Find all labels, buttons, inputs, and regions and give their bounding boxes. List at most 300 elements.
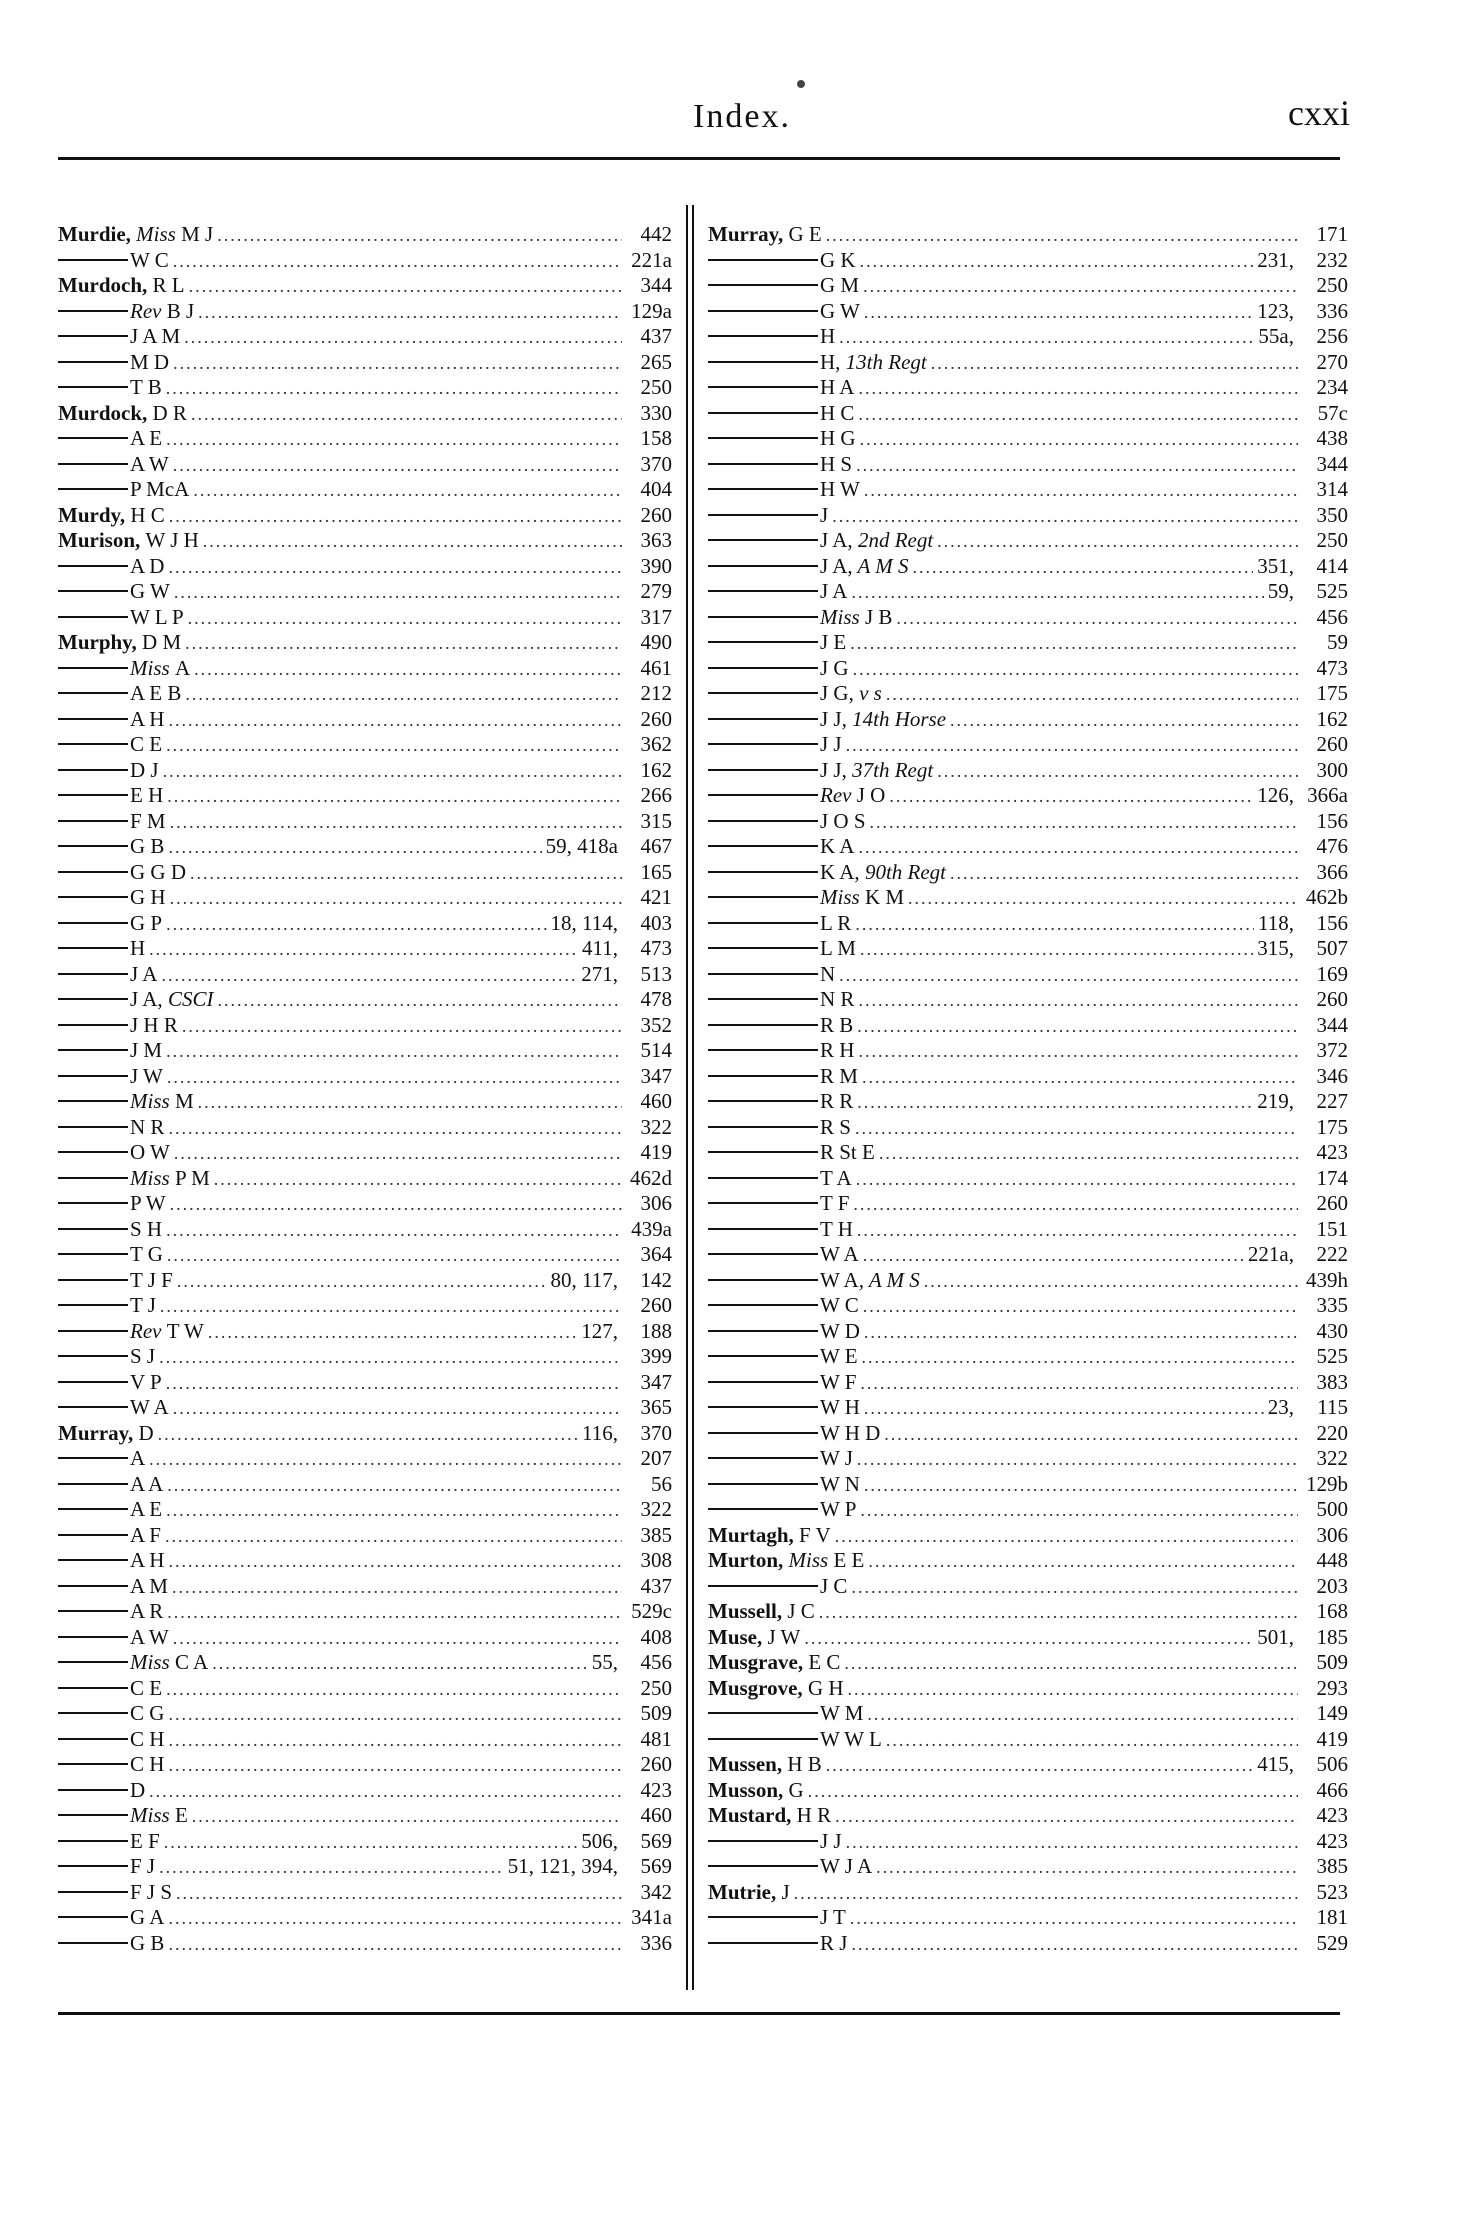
entry-name: J G, v s <box>820 681 882 705</box>
dot-leader <box>908 886 1298 912</box>
index-entry <box>708 1446 1348 1472</box>
dot-leader <box>857 1090 1253 1116</box>
dot-leader <box>931 351 1298 377</box>
index-entry <box>708 1727 1348 1753</box>
entry-name: J A <box>130 961 158 986</box>
ditto-dash <box>58 998 128 1000</box>
ditto-dash <box>58 1636 128 1638</box>
dot-leader <box>208 1320 577 1346</box>
ditto-dash <box>708 1865 818 1867</box>
ditto-dash <box>58 259 128 261</box>
entry-name: A E B <box>130 681 182 705</box>
ditto-dash <box>58 437 128 439</box>
index-entry <box>58 1752 678 1778</box>
ditto-dash <box>58 1304 128 1306</box>
entry-page: 129b <box>1306 1471 1348 1496</box>
entry-name: G B <box>130 1930 165 1955</box>
dot-leader <box>858 376 1298 402</box>
entry-page: 306 <box>640 1191 672 1215</box>
dot-leader <box>217 988 622 1014</box>
entry-name: T B <box>130 375 162 399</box>
entry-name: W W L <box>820 1726 882 1751</box>
entry-page: 156 <box>1316 808 1348 833</box>
index-entry <box>58 1038 678 1064</box>
ditto-dash <box>58 1253 128 1255</box>
entry-name: T J F <box>130 1267 173 1292</box>
index-entry <box>58 1574 678 1600</box>
ditto-dash <box>58 1381 128 1383</box>
index-entry <box>708 1650 1348 1676</box>
index-entry <box>708 1319 1348 1345</box>
index-entry <box>58 1778 678 1804</box>
entry-name: D J <box>130 757 159 782</box>
entry-page: 322 <box>640 1114 672 1139</box>
entry-name: R B <box>820 1012 854 1037</box>
entry-page: 175 <box>1316 1114 1348 1139</box>
entry-page: 185 <box>1316 1624 1348 1649</box>
entry-page: 442 <box>640 222 672 246</box>
entry-page: 347 <box>640 1063 672 1088</box>
index-entry <box>58 1701 678 1727</box>
ditto-dash <box>708 1381 818 1383</box>
entry-page: 317 <box>640 604 672 629</box>
entry-page: 149 <box>1316 1701 1348 1725</box>
ditto-dash <box>708 871 818 873</box>
dot-leader <box>835 1524 1298 1550</box>
entry-name: T F <box>820 1191 850 1215</box>
dot-leader <box>886 1728 1298 1754</box>
dot-leader <box>168 555 622 581</box>
dot-leader <box>857 1218 1298 1244</box>
index-entry <box>708 1803 1348 1829</box>
ditto-dash <box>58 590 128 592</box>
entry-page: 523 <box>1316 1879 1348 1904</box>
entry-name: A M <box>130 1573 168 1598</box>
dot-leader <box>212 1651 588 1677</box>
dot-leader <box>876 1855 1298 1881</box>
entry-page: 56 <box>651 1471 672 1496</box>
index-entry <box>708 681 1348 707</box>
entry-extra-pages: 116, <box>582 1420 618 1445</box>
entry-name: H W <box>820 477 860 501</box>
ditto-dash <box>708 1177 818 1179</box>
entry-title: Rev <box>820 783 857 807</box>
entry-extra-pages: 123, <box>1257 298 1294 323</box>
index-entry <box>708 477 1348 503</box>
dot-leader <box>194 657 622 683</box>
dot-leader <box>167 784 622 810</box>
entry-page: 162 <box>640 757 672 782</box>
entry-qualifier: v s <box>853 681 882 705</box>
ditto-dash <box>58 1228 128 1230</box>
entry-name: P McA <box>130 477 190 501</box>
ditto-dash <box>708 973 818 975</box>
index-entry <box>708 1497 1348 1523</box>
index-entry <box>58 1013 678 1039</box>
dot-leader <box>170 886 622 912</box>
index-entry <box>58 1242 678 1268</box>
entry-name: J C <box>820 1573 848 1598</box>
index-entry <box>708 911 1348 937</box>
entry-page: 293 <box>1316 1675 1348 1700</box>
dot-leader <box>858 402 1298 428</box>
entry-name: C G <box>130 1701 165 1725</box>
dot-leader <box>166 1039 622 1065</box>
entry-page: 344 <box>1316 451 1348 476</box>
entry-page: 279 <box>640 579 672 603</box>
entry-page: 460 <box>640 1803 672 1827</box>
index-entry <box>708 222 1348 248</box>
entry-extra-pages: 221a, <box>1247 1242 1294 1266</box>
dot-leader <box>166 1218 622 1244</box>
dot-leader <box>860 249 1254 275</box>
index-entry <box>58 299 678 325</box>
index-entry <box>708 630 1348 656</box>
entry-name: J W <box>130 1063 163 1088</box>
ditto-dash <box>708 922 818 924</box>
entry-page: 481 <box>640 1726 672 1751</box>
entry-name: R R <box>820 1089 854 1113</box>
dot-leader <box>192 1804 622 1830</box>
entry-extra-pages: 127, <box>581 1318 618 1343</box>
entry-page: 129a <box>631 298 672 323</box>
entry-qualifier: 37th Regt <box>846 757 934 782</box>
entry-surname: Murdoch, <box>58 273 153 297</box>
entry-name: A D <box>130 553 165 578</box>
dot-leader <box>170 1192 622 1218</box>
entry-page: 437 <box>640 324 672 348</box>
ditto-dash <box>58 1024 128 1026</box>
index-entry <box>708 299 1348 325</box>
entry-name: R M <box>820 1063 858 1088</box>
entry-name: J G <box>820 655 849 680</box>
entry-qualifier: 90th Regt <box>859 859 947 884</box>
ditto-dash <box>708 463 818 465</box>
entry-page: 300 <box>1316 757 1348 782</box>
dot-leader <box>177 1269 547 1295</box>
entry-qualifier: 13th Regt <box>840 349 927 374</box>
index-entry <box>58 1905 678 1931</box>
ditto-dash <box>708 769 818 771</box>
ditto-dash <box>708 1253 818 1255</box>
entry-page: 473 <box>1316 655 1348 680</box>
index-entry <box>58 1854 678 1880</box>
entry-name: H B <box>787 1752 822 1776</box>
entry-surname: Murtagh, <box>708 1522 799 1547</box>
index-entry <box>58 1344 678 1370</box>
dot-leader <box>173 453 622 479</box>
entry-name: J J, 37th Regt <box>820 757 934 782</box>
ditto-dash <box>58 1738 128 1740</box>
entry-page: 460 <box>640 1089 672 1113</box>
entry-name: H <box>820 324 836 348</box>
entry-page: 363 <box>640 528 672 552</box>
entry-name: J J, 14th Horse <box>820 706 947 731</box>
entry-name: Miss A <box>130 655 191 680</box>
entry-name: J A <box>820 579 848 603</box>
entry-page: 509 <box>1316 1650 1348 1674</box>
entry-name: N R <box>820 987 855 1011</box>
index-entry <box>708 1242 1348 1268</box>
entry-page: 203 <box>1316 1573 1348 1598</box>
index-entry <box>58 401 678 427</box>
ditto-dash <box>58 1406 128 1408</box>
index-entry <box>708 375 1348 401</box>
index-entry <box>708 860 1348 886</box>
ditto-dash <box>708 590 818 592</box>
dot-leader <box>889 784 1253 810</box>
index-entry <box>708 1931 1348 1957</box>
entry-extra-pages: 18, 114, <box>550 910 618 935</box>
entry-page: 266 <box>640 783 672 807</box>
ditto-dash <box>58 845 128 847</box>
dot-leader <box>159 1855 504 1881</box>
index-entry <box>708 350 1348 376</box>
entry-name: J C <box>787 1599 815 1623</box>
ditto-dash <box>58 488 128 490</box>
entry-name: A R <box>130 1599 164 1623</box>
index-entry <box>58 248 678 274</box>
ditto-dash <box>708 998 818 1000</box>
entry-name: C E <box>130 732 163 756</box>
entry-name: W A <box>130 1395 169 1419</box>
index-entry <box>708 1778 1348 1804</box>
entry-page: 336 <box>640 1930 672 1955</box>
entry-name: E C <box>808 1650 841 1674</box>
ditto-dash <box>708 488 818 490</box>
index-entry <box>708 1880 1348 1906</box>
index-entry <box>708 324 1348 350</box>
dot-leader <box>190 861 622 887</box>
index-entry <box>708 1191 1348 1217</box>
entry-surname: Musson, <box>708 1777 789 1802</box>
dot-leader <box>166 1371 622 1397</box>
dot-leader <box>846 1830 1298 1856</box>
ditto-dash <box>58 896 128 898</box>
ditto-dash <box>708 820 818 822</box>
entry-name: A W <box>130 451 169 476</box>
dot-leader <box>166 427 622 453</box>
index-entry <box>58 503 678 529</box>
index-entry <box>708 1038 1348 1064</box>
ditto-dash <box>58 871 128 873</box>
entry-name: G <box>788 1777 804 1802</box>
entry-name: A E <box>130 1497 163 1521</box>
dot-leader <box>832 504 1298 530</box>
index-entry <box>58 273 678 299</box>
entry-surname: Musgrove, <box>708 1675 808 1700</box>
index-entry <box>58 911 678 937</box>
dot-leader <box>851 1932 1298 1958</box>
entry-name: T A <box>820 1165 852 1190</box>
entry-page: 473 <box>640 936 672 960</box>
index-entry <box>708 579 1348 605</box>
dot-leader <box>189 274 622 300</box>
entry-name: G G D <box>130 859 186 884</box>
dot-leader <box>886 682 1298 708</box>
dot-leader <box>858 835 1298 861</box>
ditto-dash <box>708 794 818 796</box>
ditto-dash <box>708 361 818 363</box>
index-entry <box>708 1217 1348 1243</box>
entry-name: C E <box>130 1675 163 1700</box>
ditto-dash <box>58 947 128 949</box>
dot-leader <box>850 631 1298 657</box>
entry-page: 169 <box>1316 961 1348 986</box>
dot-leader <box>165 1524 622 1550</box>
entry-page: 467 <box>640 834 672 858</box>
index-entry <box>58 1089 678 1115</box>
page-title: Index. <box>693 98 791 135</box>
index-entry <box>58 1650 678 1676</box>
entry-name: W H <box>820 1395 860 1419</box>
entry-name: G W <box>130 579 170 603</box>
entry-page: 423 <box>640 1777 672 1802</box>
entry-page: 372 <box>1316 1038 1348 1062</box>
entry-extra-pages: 55, <box>591 1650 618 1674</box>
index-entry <box>708 834 1348 860</box>
ditto-dash <box>58 1661 128 1663</box>
ditto-dash <box>58 1355 128 1357</box>
entry-page: 142 <box>640 1267 672 1292</box>
index-entry <box>58 1115 678 1141</box>
dot-leader <box>808 1779 1298 1805</box>
entry-name: J A, 2nd Regt <box>820 528 934 552</box>
entry-name: W P <box>820 1497 857 1521</box>
entry-page: 385 <box>640 1522 672 1547</box>
ditto-dash <box>708 1432 818 1434</box>
entry-title: Miss <box>130 1165 175 1190</box>
index-entry <box>58 1140 678 1166</box>
dot-leader <box>826 223 1298 249</box>
entry-name: G B <box>130 834 165 858</box>
entry-page: 403 <box>640 910 672 935</box>
entry-page: 162 <box>1316 706 1348 731</box>
dot-leader <box>950 861 1298 887</box>
ditto-dash <box>708 743 818 745</box>
dot-leader <box>860 427 1298 453</box>
index-entry <box>708 1548 1348 1574</box>
ditto-dash <box>708 718 818 720</box>
dot-leader <box>191 402 622 428</box>
entry-name: W D <box>820 1318 860 1343</box>
ditto-dash <box>708 1840 818 1842</box>
index-column-right <box>708 222 1348 1956</box>
entry-name: J E <box>820 630 847 654</box>
entry-name: A H <box>130 706 165 731</box>
entry-title: Rev <box>130 1318 167 1343</box>
dot-leader <box>864 1473 1298 1499</box>
entry-page: 437 <box>640 1573 672 1598</box>
entry-extra-pages: 51, 121, 394, <box>507 1854 618 1878</box>
ditto-dash <box>708 1049 818 1051</box>
dot-leader <box>168 1906 622 1932</box>
entry-page: 509 <box>640 1701 672 1725</box>
index-entry <box>58 1064 678 1090</box>
entry-name: R S <box>820 1114 851 1139</box>
entry-extra-pages: 411, <box>582 936 618 960</box>
index-entry <box>58 758 678 784</box>
index-entry <box>58 1599 678 1625</box>
entry-extra-pages: 59, 418a <box>545 834 618 858</box>
dot-leader <box>166 376 622 402</box>
dot-leader <box>950 708 1298 734</box>
entry-name: R J <box>820 1930 848 1955</box>
entry-page: 478 <box>640 987 672 1011</box>
index-entry <box>58 681 678 707</box>
dot-leader <box>168 1753 622 1779</box>
entry-page: 423 <box>1316 1803 1348 1827</box>
dot-leader <box>169 504 622 530</box>
ditto-dash <box>708 310 818 312</box>
entry-surname: Murdock, <box>58 400 153 425</box>
dot-leader <box>193 478 622 504</box>
index-entry <box>58 605 678 631</box>
ditto-dash <box>58 1559 128 1561</box>
dot-leader <box>856 453 1298 479</box>
index-entry <box>708 1293 1348 1319</box>
dot-leader <box>868 1549 1298 1575</box>
dot-leader <box>159 1345 622 1371</box>
ditto-dash <box>708 1228 818 1230</box>
entry-page: 507 <box>1316 936 1348 960</box>
index-entry <box>58 1523 678 1549</box>
ditto-dash <box>58 1202 128 1204</box>
index-entry <box>58 783 678 809</box>
entry-page: 336 <box>1316 298 1348 323</box>
entry-surname: Murton, <box>708 1548 789 1572</box>
dot-leader <box>166 1677 622 1703</box>
top-rule <box>58 157 1340 160</box>
dot-leader <box>185 631 622 657</box>
dot-leader <box>846 733 1298 759</box>
dot-leader <box>167 1473 622 1499</box>
entry-name: K A <box>820 834 855 858</box>
entry-qualifier: A M S <box>863 1267 920 1292</box>
entry-page: 439a <box>631 1216 672 1241</box>
index-entry <box>708 1905 1348 1931</box>
ditto-dash <box>58 1457 128 1459</box>
entry-extra-pages: 219, <box>1257 1089 1294 1113</box>
entry-surname: Murray, <box>58 1420 139 1445</box>
ditto-dash <box>58 1814 128 1816</box>
ditto-dash <box>58 565 128 567</box>
dot-leader <box>937 529 1298 555</box>
ditto-dash <box>708 565 818 567</box>
entry-page: 350 <box>1316 502 1348 527</box>
dot-leader <box>163 759 622 785</box>
ditto-dash <box>708 1126 818 1128</box>
dot-leader <box>863 1243 1244 1269</box>
dot-leader <box>149 1447 622 1473</box>
entry-page: 462d <box>630 1165 672 1190</box>
entry-page: 308 <box>640 1548 672 1572</box>
entry-title: Miss <box>130 1803 175 1827</box>
dot-leader <box>168 1728 622 1754</box>
entry-page: 175 <box>1316 681 1348 705</box>
index-entry <box>58 1676 678 1702</box>
ditto-dash <box>58 794 128 796</box>
dot-leader <box>173 249 622 275</box>
index-entry <box>708 809 1348 835</box>
ditto-dash <box>58 973 128 975</box>
index-entry <box>58 1319 678 1345</box>
entry-page: 390 <box>640 553 672 578</box>
entry-page: 250 <box>640 1675 672 1700</box>
dot-leader <box>860 937 1253 963</box>
entry-surname: Musgrave, <box>708 1650 809 1674</box>
ditto-dash <box>708 1024 818 1026</box>
